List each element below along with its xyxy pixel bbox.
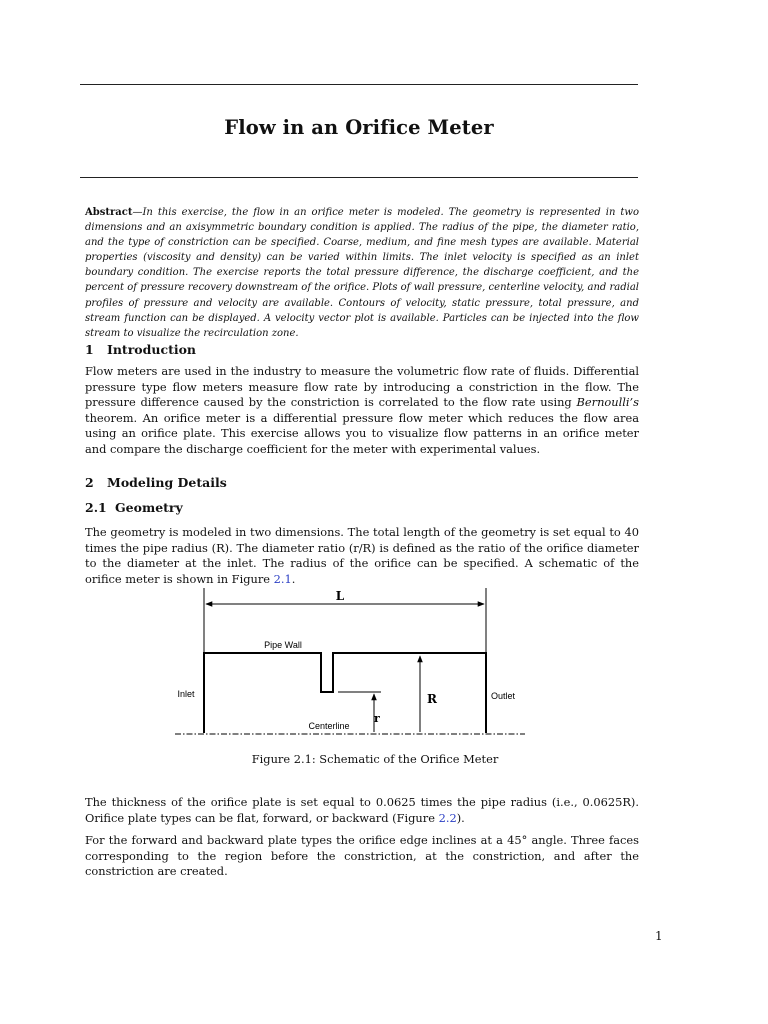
figure-2-1-link[interactable]: 2.1 xyxy=(273,571,292,586)
figure-caption: Figure 2.1: Schematic of the Orifice Meter xyxy=(251,752,499,766)
figure-2-2-link[interactable]: 2.2 xyxy=(438,810,457,825)
orifice-plate-text-a: The thickness of the orifice plate is set equal to 0.0625 times the pipe radius (i.e., 0.0625R). Orifice plate types can be flat, forward, or backward (Figure xyxy=(85,795,639,825)
orifice-schematic-svg xyxy=(170,586,530,746)
label-pipe-wall: Pipe Wall xyxy=(264,640,302,650)
subsection-title: Geometry xyxy=(115,500,183,515)
orifice-plate-paragraph xyxy=(85,795,639,826)
section-number: 1 xyxy=(85,342,94,357)
geometry-text-b: . xyxy=(291,571,296,586)
title-rule xyxy=(80,177,638,178)
section-heading-modeling-details xyxy=(85,475,227,490)
label-big-r: R xyxy=(427,692,437,706)
geometry-paragraph xyxy=(85,525,639,587)
orifice-plate-text-b: ). xyxy=(456,810,465,825)
introduction-text-a: Flow meters are used in the industry to measure the volumetric flow rate of fluids. Differential pressure type flow meters measure flow rate by introducing a constriction in the flow. The pressure difference caused by the constriction is correlated to the flow rate using xyxy=(85,364,639,410)
introduction-paragraph xyxy=(85,364,639,458)
subsection-number: 2.1 xyxy=(85,500,107,515)
label-centerline: Centerline xyxy=(308,721,350,731)
top-rule xyxy=(80,84,638,85)
abstract-text: In this exercise, the flow in an orifice meter is modeled. The geometry is represented in two dimensions and an axisymmetric boundary condition is applied. The radius of the pipe, the diameter ratio, and the type of constriction can be specified. Coarse, medium, and fine mesh types are available. Material properties (viscosity and density) can be varied within limits. The inlet velocity is specified as an inlet boundary condition. The exercise reports the total pressure difference, the discharge coefficient, and the percent of pressure recovery downstream of the orifice. Plots of wall pressure, centerline velocity, and radial profiles of pressure and velocity are available. Contours of velocity, static pressure, total pressure, and stream function can be displayed. A velocity vector plot is available. Particles can be injected into the flow stream to visualize the recirculation zone. xyxy=(85,207,639,339)
subsection-heading-geometry xyxy=(85,500,183,515)
geometry-text-a: The geometry is modeled in two dimensions. The total length of the geometry is set equal to 40 times the pipe radius (R). The diameter ratio (r/R) is defined as the ratio of the orifice diameter to the diameter at the inlet. The radius of the orifice can be specified. A schematic of the orifice meter is shown in Figure xyxy=(85,525,639,586)
page-title: Flow in an Orifice Meter xyxy=(224,116,494,139)
label-outlet: Outlet xyxy=(490,691,516,701)
section-number: 2 xyxy=(85,475,94,490)
abstract-dash: — xyxy=(132,207,143,218)
page-number: 1 xyxy=(655,929,663,943)
plate-types-paragraph: For the forward and backward plate types the orifice edge inclines at a 45° angle. Three faces corresponding to the region before the constriction, at the constriction, and after the constriction are created. xyxy=(85,833,639,879)
label-l: L xyxy=(335,589,345,603)
abstract xyxy=(85,205,639,341)
bernoulli-emphasis: Bernoulli’s xyxy=(576,395,639,410)
orifice-schematic-figure xyxy=(170,586,530,746)
label-inlet: Inlet xyxy=(177,689,195,699)
introduction-text-b: theorem. An orifice meter is a differential pressure flow meter which reduces the flow area using an orifice plate. This exercise allows you to visualize flow patterns in an orifice meter and compare the discharge coefficient for the meter with experimental values. xyxy=(85,410,639,456)
section-title: Introduction xyxy=(107,342,197,357)
abstract-lead: Abstract xyxy=(85,207,133,218)
section-title: Modeling Details xyxy=(107,475,227,490)
section-heading-introduction xyxy=(85,342,196,357)
label-small-r: r xyxy=(374,712,380,725)
